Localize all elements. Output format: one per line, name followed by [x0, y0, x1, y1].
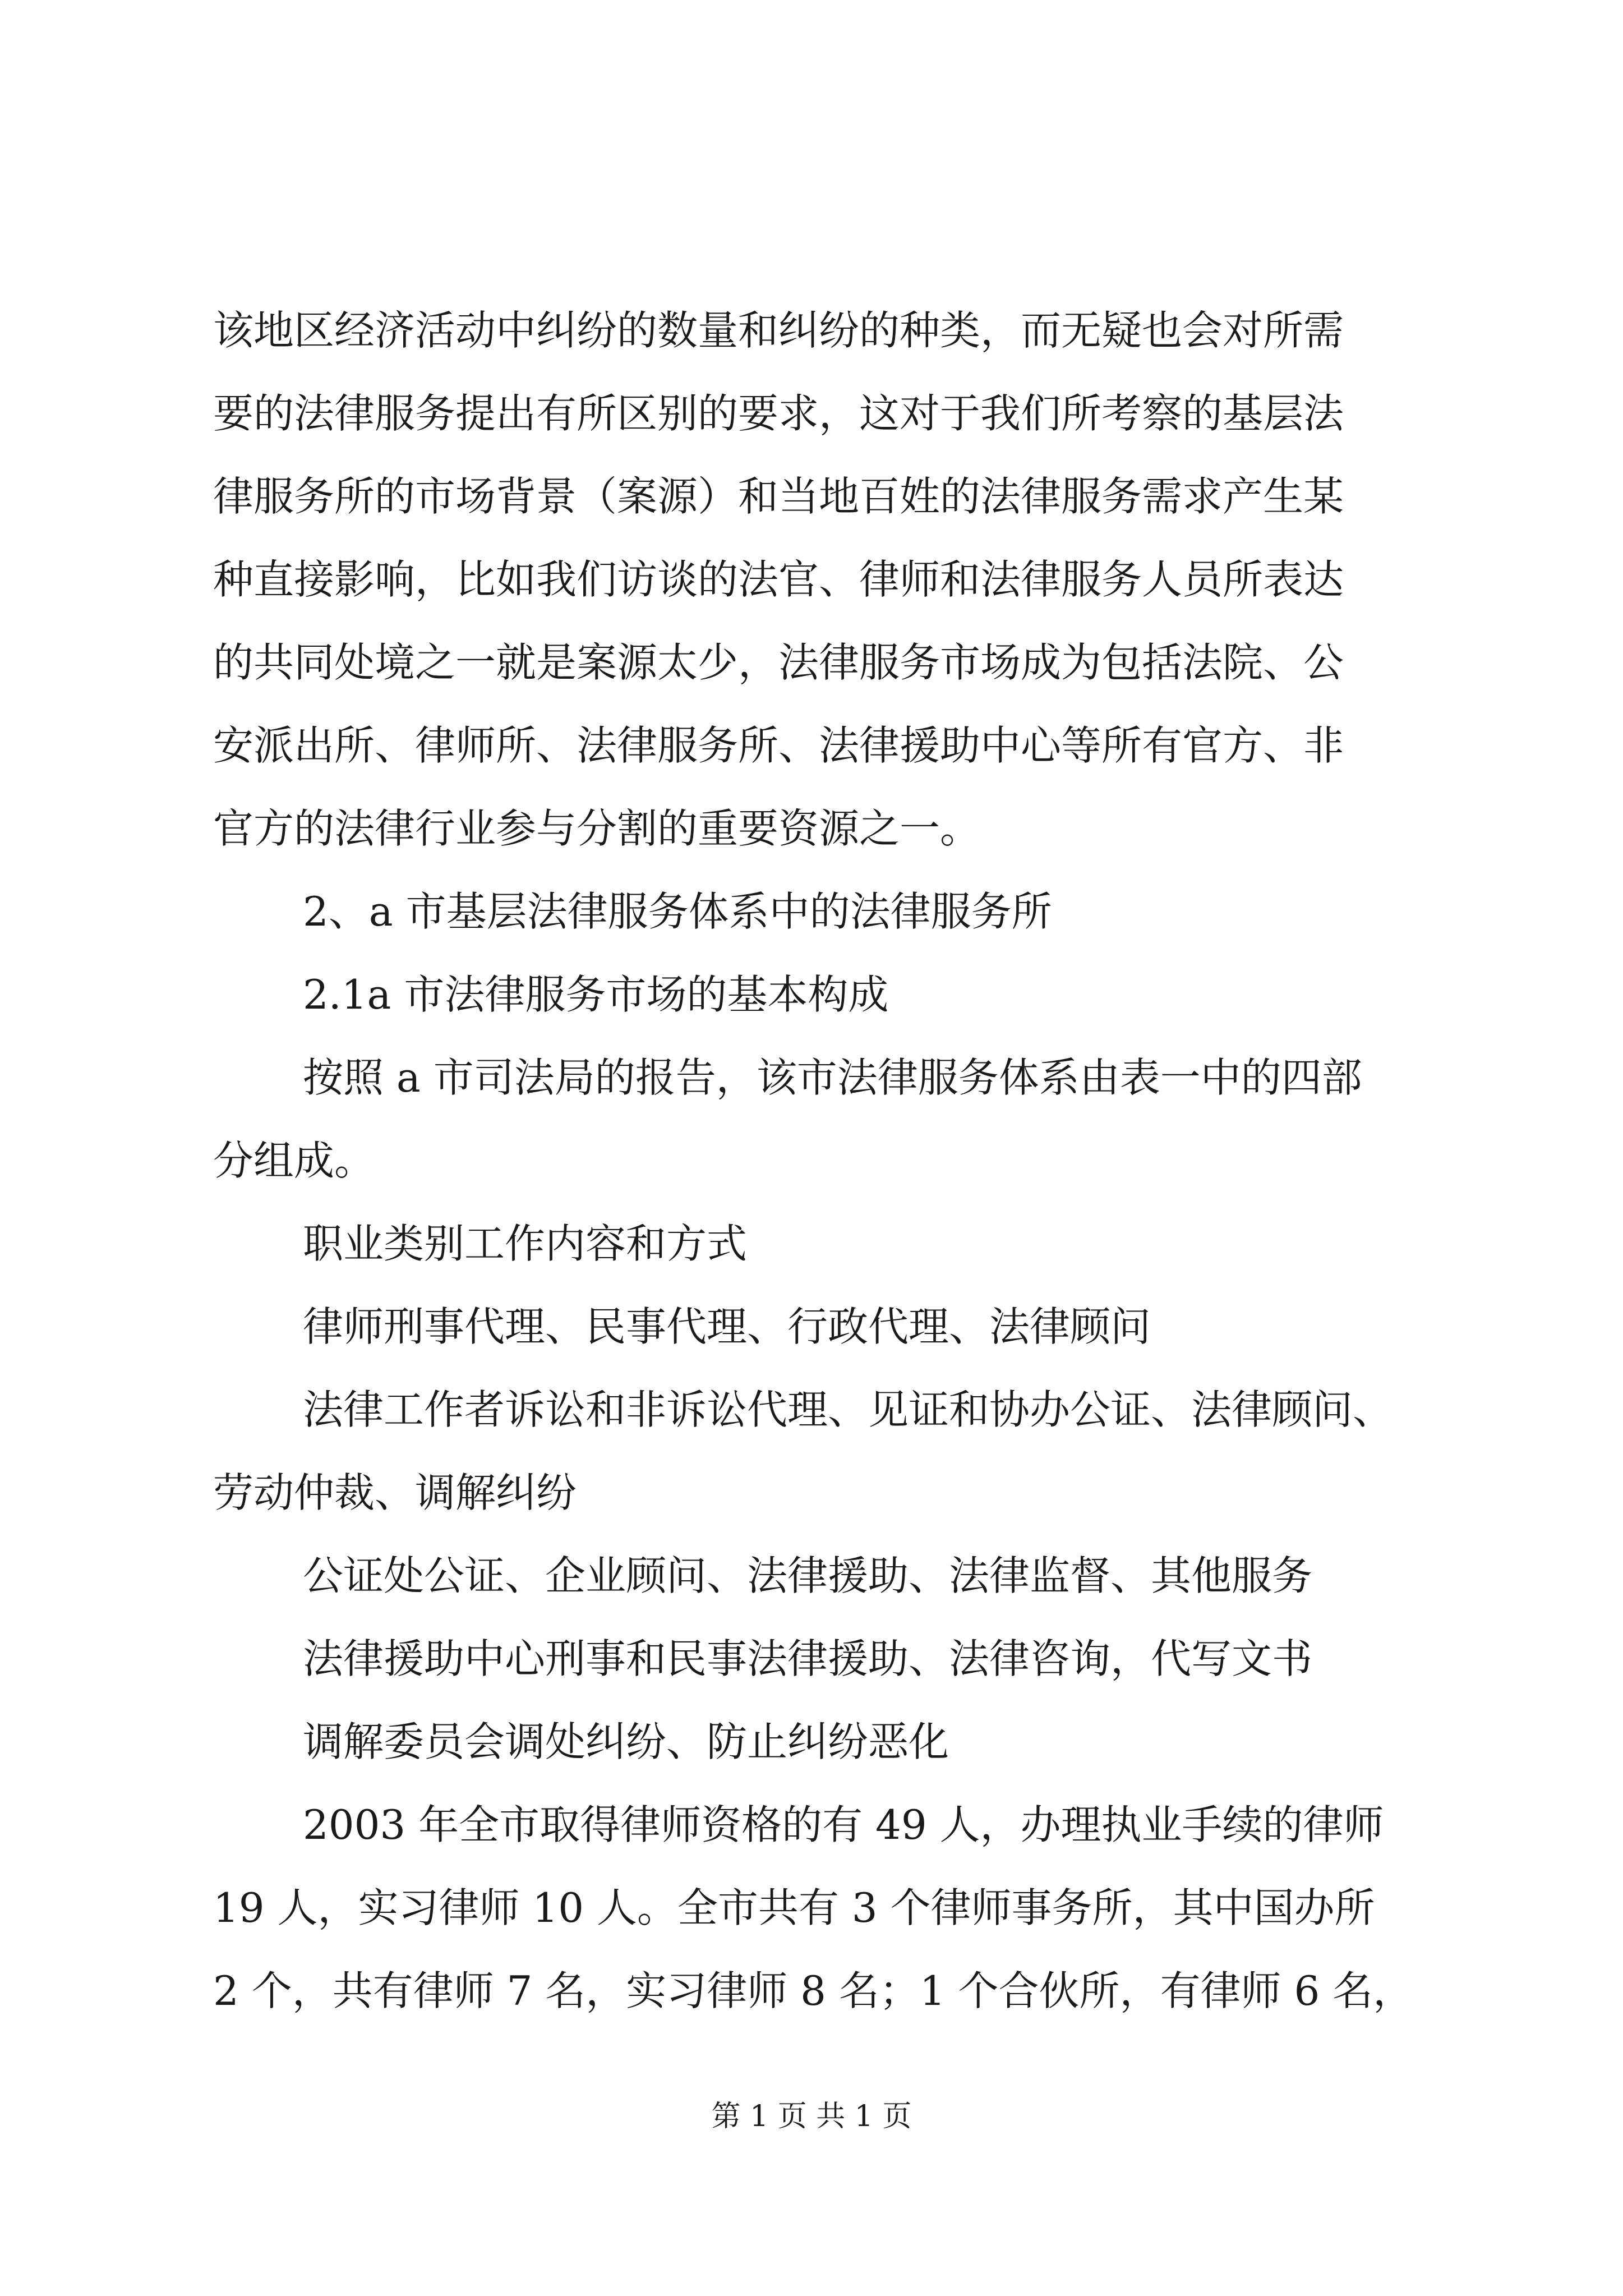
paragraph-line-2: 要的法律服务提出有所区别的要求，这对于我们所考察的基层法: [213, 390, 1344, 437]
section-heading: 2、a 市基层法律服务体系中的法律服务所: [303, 888, 1052, 935]
table-row-legal-aid: 法律援助中心刑事和民事法律援助、法律咨询，代写文书: [303, 1635, 1313, 1682]
table-row-legal-worker-cont: 劳动仲裁、调解纠纷: [213, 1469, 577, 1516]
table-row-mediation: 调解委员会调处纠纷、防止纠纷恶化: [303, 1718, 949, 1765]
paragraph-line-7: 官方的法律行业参与分割的重要资源之一。: [213, 805, 981, 852]
paragraph-line-5: 的共同处境之一就是案源太少，法律服务市场成为包括法院、公: [213, 639, 1344, 686]
paragraph-line-21: 2 个，共有律师 7 名，实习律师 8 名；1 个合伙所，有律师 6 名，: [213, 1967, 1414, 2014]
paragraph-line-20: 19 人，实习律师 10 人。全市共有 3 个律师事务所，其中国办所: [213, 1884, 1375, 1931]
table-row-lawyer: 律师刑事代理、民事代理、行政代理、法律顾问: [303, 1303, 1151, 1350]
paragraph-line-1: 该地区经济活动中纠纷的数量和纠纷的种类，而无疑也会对所需: [213, 307, 1344, 354]
subsection-heading: 2.1a 市法律服务市场的基本构成: [303, 971, 889, 1018]
paragraph-line-6: 安派出所、律师所、法律服务所、法律援助中心等所有官方、非: [213, 722, 1344, 769]
table-header-row: 职业类别工作内容和方式: [303, 1220, 748, 1267]
page-footer: 第 1 页 共 1 页: [711, 2100, 912, 2133]
table-row-legal-worker: 法律工作者诉讼和非诉讼代理、见证和协办公证、法律顾问、: [303, 1386, 1394, 1433]
paragraph-line-4: 种直接影响，比如我们访谈的法官、律师和法律服务人员所表达: [213, 556, 1344, 603]
table-row-notary: 公证处公证、企业顾问、法律援助、法律监督、其他服务: [303, 1552, 1313, 1599]
paragraph-line-10: 按照 a 市司法局的报告，该市法律服务体系由表一中的四部: [303, 1054, 1362, 1101]
paragraph-line-3: 律服务所的市场背景（案源）和当地百姓的法律服务需求产生某: [213, 473, 1344, 520]
paragraph-line-11: 分组成。: [213, 1137, 375, 1184]
paragraph-line-19: 2003 年全市取得律师资格的有 49 人，办理执业手续的律师: [303, 1801, 1384, 1848]
